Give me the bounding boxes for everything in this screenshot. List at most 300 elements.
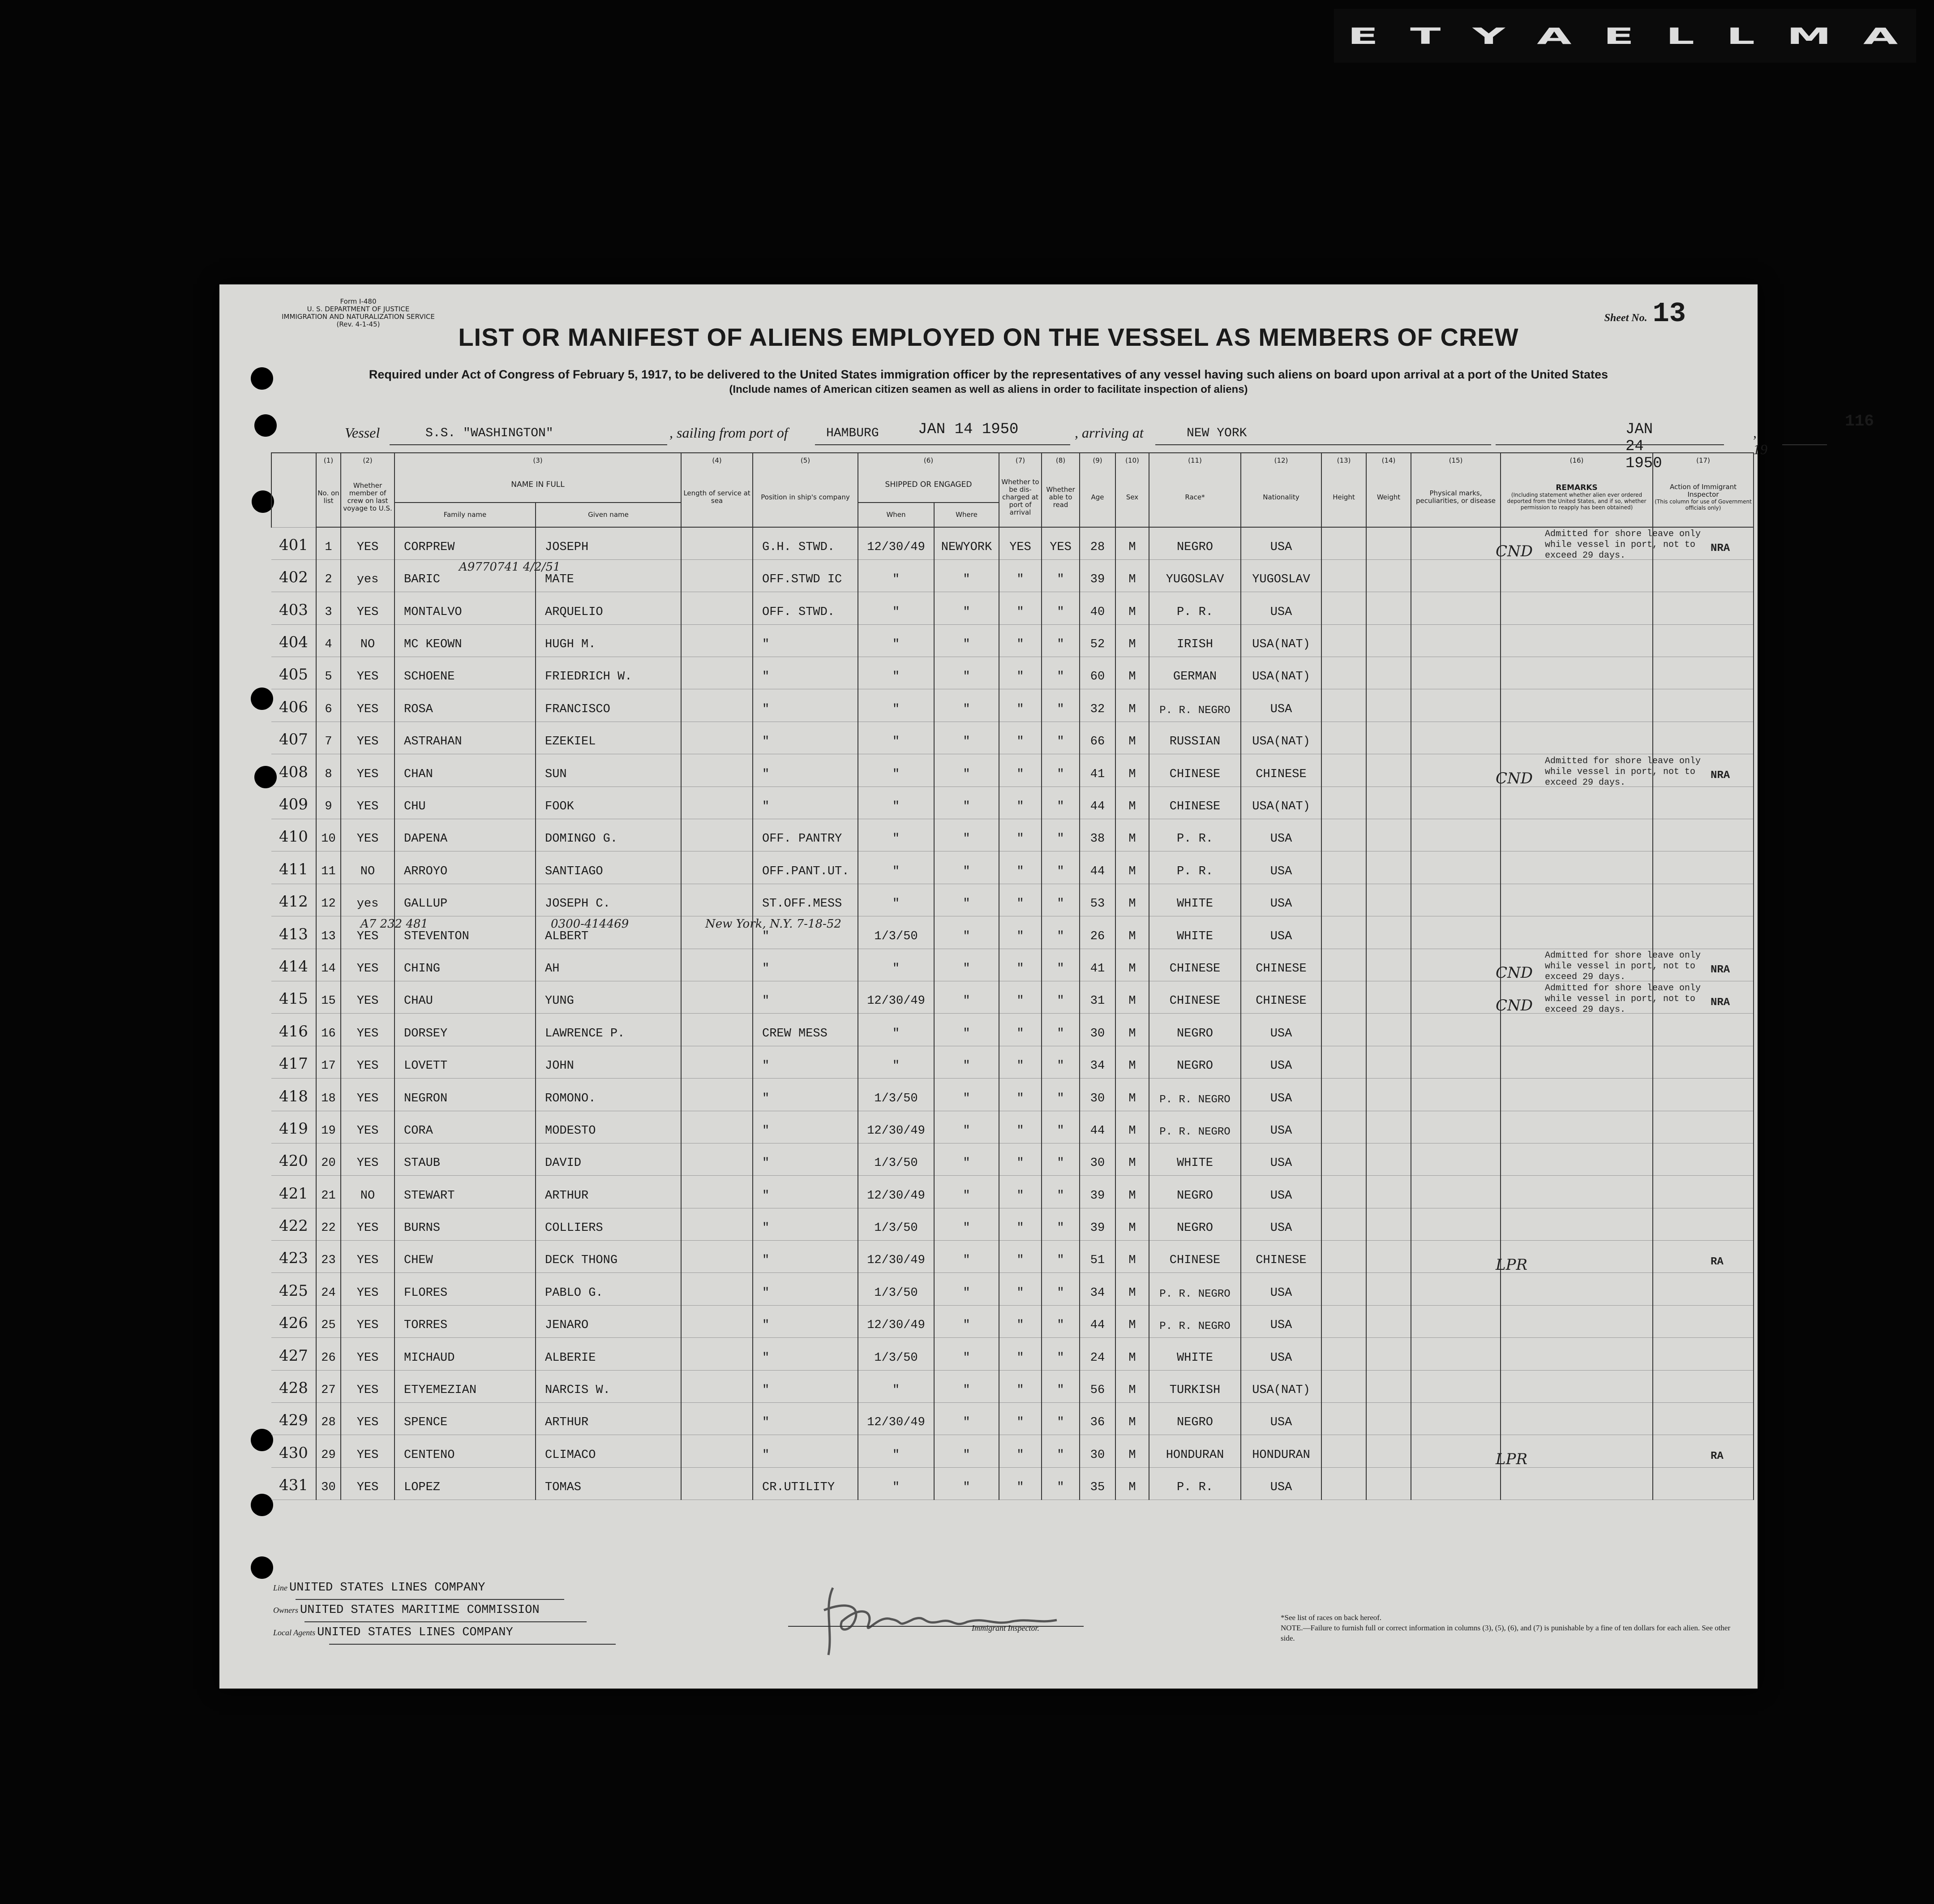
- cell-no: 29: [316, 1435, 341, 1467]
- table-row: [271, 1014, 1754, 1046]
- agents-label: Local Agents: [273, 1628, 316, 1637]
- cell-age: 24: [1080, 1338, 1115, 1370]
- cell-family: LOPEZ: [395, 1467, 536, 1500]
- cell-family: TORRES: [395, 1305, 536, 1337]
- cell-no: 23: [316, 1241, 341, 1273]
- cell-remarks: [1501, 657, 1653, 689]
- margin-ref-number: 426: [271, 1305, 316, 1337]
- cell-where: ": [934, 1435, 999, 1467]
- cell-action: [1653, 1241, 1754, 1273]
- cell-member: YES: [341, 1338, 395, 1370]
- cell-race: CHINESE: [1149, 1241, 1241, 1273]
- cell-family: MC KEOWN: [395, 624, 536, 657]
- cell-nat: USA: [1241, 851, 1321, 884]
- cell-when: 1/3/50: [858, 916, 934, 949]
- cell-no: 13: [316, 916, 341, 949]
- cell-given: SANTIAGO: [536, 851, 681, 884]
- cell-physical: [1411, 1143, 1501, 1175]
- cell-service: [681, 559, 753, 592]
- cell-family: CHAU: [395, 981, 536, 1013]
- cell-where: ": [934, 1111, 999, 1143]
- cell-physical: [1411, 916, 1501, 949]
- cell-age: 34: [1080, 1273, 1115, 1305]
- cell-disch: ": [999, 1046, 1042, 1078]
- cell-no: 7: [316, 722, 341, 754]
- table-row: [271, 1079, 1754, 1111]
- cell-nat: USA: [1241, 884, 1321, 916]
- cell-member: YES: [341, 657, 395, 689]
- action-heading: Action of Immigrant Inspector: [1669, 483, 1737, 499]
- table-row: [271, 1208, 1754, 1240]
- cell-sex: M: [1115, 1241, 1149, 1273]
- cell-age: 35: [1080, 1467, 1115, 1500]
- cell-family: NEGRON: [395, 1079, 536, 1111]
- punch-hole: [251, 1429, 273, 1451]
- margin-ref-number: 410: [271, 819, 316, 851]
- cell-when: ": [858, 754, 934, 787]
- cell-given: DECK THONG: [536, 1241, 681, 1273]
- cell-where: ": [934, 1014, 999, 1046]
- margin-ref-number: 409: [271, 787, 316, 819]
- margin-ref-number: 425: [271, 1273, 316, 1305]
- cell-race: NEGRO: [1149, 1403, 1241, 1435]
- cell-no: 20: [316, 1143, 341, 1175]
- cell-disch: ": [999, 851, 1042, 884]
- cell-position: ": [753, 1435, 858, 1467]
- col-num: (10): [1115, 453, 1149, 468]
- cell-member: YES: [341, 1046, 395, 1078]
- cell-remarks: [1501, 1111, 1653, 1143]
- cell-read: ": [1042, 787, 1080, 819]
- cell-remarks: [1501, 624, 1653, 657]
- table-row: [271, 657, 1754, 689]
- cell-member: yes: [341, 884, 395, 916]
- cell-member: YES: [341, 1241, 395, 1273]
- cell-weight: [1366, 527, 1411, 559]
- cell-disch: ": [999, 1467, 1042, 1500]
- cell-member: YES: [341, 754, 395, 787]
- margin-ref-number: 422: [271, 1208, 316, 1240]
- cell-physical: [1411, 1176, 1501, 1208]
- cell-race: P. R.: [1149, 819, 1241, 851]
- cell-service: [681, 1370, 753, 1402]
- cell-height: [1321, 916, 1366, 949]
- col-where: Where: [934, 503, 999, 527]
- cell-given: DAVID: [536, 1143, 681, 1175]
- cell-height: [1321, 527, 1366, 559]
- cell-position: ": [753, 1241, 858, 1273]
- cell-sex: M: [1115, 1305, 1149, 1337]
- cell-race: P. R.: [1149, 1467, 1241, 1500]
- cell-when: 12/30/49: [858, 1305, 934, 1337]
- cell-race: P. R. NEGRO: [1149, 1079, 1241, 1111]
- cell-read: ": [1042, 1143, 1080, 1175]
- cell-nat: USA: [1241, 1079, 1321, 1111]
- cell-height: [1321, 949, 1366, 981]
- cell-where: ": [934, 916, 999, 949]
- cell-when: ": [858, 1467, 934, 1500]
- cell-nat: HONDURAN: [1241, 1435, 1321, 1467]
- cell-height: [1321, 981, 1366, 1013]
- cell-race: NEGRO: [1149, 1208, 1241, 1240]
- cell-height: [1321, 1273, 1366, 1305]
- action-code: NRA: [1711, 769, 1730, 782]
- cell-sex: M: [1115, 1046, 1149, 1078]
- cell-action: [1653, 1338, 1754, 1370]
- line-value: UNITED STATES LINES COMPANY: [289, 1581, 485, 1595]
- cell-service: [681, 1111, 753, 1143]
- cell-age: 53: [1080, 884, 1115, 916]
- cell-read: ": [1042, 559, 1080, 592]
- cell-when: ": [858, 624, 934, 657]
- cell-no: 4: [316, 624, 341, 657]
- cell-given: COLLIERS: [536, 1208, 681, 1240]
- cell-given: ALBERT: [536, 916, 681, 949]
- cell-remarks: [1501, 1273, 1653, 1305]
- cell-remarks: [1501, 1046, 1653, 1078]
- col-given-name: Given name: [536, 503, 681, 527]
- cell-read: ": [1042, 1403, 1080, 1435]
- cell-race: IRISH: [1149, 624, 1241, 657]
- cell-action: [1653, 1111, 1754, 1143]
- film-letter: A: [1863, 22, 1903, 49]
- cell-race: CHINESE: [1149, 787, 1241, 819]
- table-row: [271, 1241, 1754, 1273]
- cell-physical: [1411, 1435, 1501, 1467]
- cell-member: YES: [341, 1208, 395, 1240]
- margin-ref-number: 417: [271, 1046, 316, 1078]
- cell-given: HUGH M.: [536, 624, 681, 657]
- table-row: [271, 624, 1754, 657]
- cell-no: 19: [316, 1111, 341, 1143]
- cell-action: [1653, 1305, 1754, 1337]
- cell-service: [681, 1305, 753, 1337]
- col-num: (8): [1042, 453, 1080, 468]
- cell-age: 38: [1080, 819, 1115, 851]
- margin-ref-number: 412: [271, 884, 316, 916]
- cell-when: 1/3/50: [858, 1338, 934, 1370]
- punch-hole: [251, 1556, 273, 1579]
- cell-action: [1653, 1435, 1754, 1467]
- cell-given: SUN: [536, 754, 681, 787]
- cell-nat: CHINESE: [1241, 981, 1321, 1013]
- shore-leave-remark: Admitted for shore leave only while vessel in port, not to exceed 29 days.: [1545, 983, 1701, 1015]
- cell-physical: [1411, 624, 1501, 657]
- cell-member: YES: [341, 527, 395, 559]
- cell-sex: M: [1115, 689, 1149, 722]
- table-row: [271, 1046, 1754, 1078]
- cell-where: ": [934, 1273, 999, 1305]
- cell-when: ": [858, 1370, 934, 1402]
- form-number: Form I-480: [340, 297, 377, 305]
- cell-disch: ": [999, 819, 1042, 851]
- cell-service: [681, 884, 753, 916]
- shore-leave-remark: Admitted for shore leave only while vessel in port, not to exceed 29 days.: [1545, 529, 1701, 561]
- cell-sex: M: [1115, 1111, 1149, 1143]
- cell-family: CORA: [395, 1111, 536, 1143]
- cell-where: ": [934, 592, 999, 624]
- cell-sex: M: [1115, 722, 1149, 754]
- cell-physical: [1411, 722, 1501, 754]
- cell-race: RUSSIAN: [1149, 722, 1241, 754]
- cell-family: ASTRAHAN: [395, 722, 536, 754]
- cell-height: [1321, 1014, 1366, 1046]
- cell-no: 16: [316, 1014, 341, 1046]
- cell-given: ARQUELIO: [536, 592, 681, 624]
- agents-field: [273, 1626, 513, 1639]
- cell-service: [681, 657, 753, 689]
- shore-leave-remark: Admitted for shore leave only while vessel in port, not to exceed 29 days.: [1545, 950, 1701, 983]
- cell-where: ": [934, 1338, 999, 1370]
- margin-ref-number: 429: [271, 1403, 316, 1435]
- cell-height: [1321, 754, 1366, 787]
- margin-ref-number: 413: [271, 916, 316, 949]
- cell-height: [1321, 1208, 1366, 1240]
- cell-where: ": [934, 981, 999, 1013]
- col-num: (17): [1653, 453, 1754, 468]
- cell-position: ": [753, 1111, 858, 1143]
- cell-family: BARIC: [395, 559, 536, 592]
- cell-nat: USA: [1241, 527, 1321, 559]
- cell-family: ETYEMEZIAN: [395, 1370, 536, 1402]
- cell-disch: ": [999, 1014, 1042, 1046]
- cell-disch: ": [999, 949, 1042, 981]
- cell-family: BURNS: [395, 1208, 536, 1240]
- cell-remarks: [1501, 1305, 1653, 1337]
- cell-action: [1653, 559, 1754, 592]
- film-letter: Y: [1472, 22, 1509, 49]
- page-title: LIST OR MANIFEST OF ALIENS EMPLOYED ON THE VESSEL AS MEMBERS OF CREW: [458, 323, 1519, 351]
- cell-when: 12/30/49: [858, 1403, 934, 1435]
- cell-disch: ": [999, 1079, 1042, 1111]
- cell-nat: YUGOSLAV: [1241, 559, 1321, 592]
- cell-age: 31: [1080, 981, 1115, 1013]
- cell-nat: USA: [1241, 1338, 1321, 1370]
- cell-physical: [1411, 851, 1501, 884]
- column-header-row: [271, 468, 1754, 503]
- cell-when: ": [858, 851, 934, 884]
- remarks-subheading: (Including statement whether alien ever ordered deported from the United States, and if so, whether permission to reapply has been obtained): [1507, 491, 1647, 511]
- table-row: [271, 1305, 1754, 1337]
- cell-remarks: [1501, 916, 1653, 949]
- cell-nat: USA: [1241, 592, 1321, 624]
- action-code: NRA: [1711, 996, 1730, 1009]
- inspector-signature: [806, 1579, 1128, 1659]
- cell-weight: [1366, 884, 1411, 916]
- cell-where: ": [934, 1403, 999, 1435]
- margin-ref-number: 427: [271, 1338, 316, 1370]
- cell-service: [681, 1435, 753, 1467]
- cell-age: 41: [1080, 949, 1115, 981]
- cell-read: ": [1042, 1338, 1080, 1370]
- cell-remarks: [1501, 1208, 1653, 1240]
- cell-given: ROMONO.: [536, 1079, 681, 1111]
- cell-family: CHEW: [395, 1241, 536, 1273]
- cell-where: ": [934, 1208, 999, 1240]
- cell-when: ": [858, 819, 934, 851]
- cell-position: ": [753, 1046, 858, 1078]
- cell-service: [681, 1403, 753, 1435]
- cell-where: ": [934, 1467, 999, 1500]
- cell-where: ": [934, 1241, 999, 1273]
- cell-height: [1321, 819, 1366, 851]
- cell-member: YES: [341, 689, 395, 722]
- cell-remarks: [1501, 1467, 1653, 1500]
- cell-nat: USA(NAT): [1241, 657, 1321, 689]
- cell-when: 1/3/50: [858, 1273, 934, 1305]
- cell-disch: ": [999, 689, 1042, 722]
- cell-nat: USA: [1241, 916, 1321, 949]
- table-row: [271, 722, 1754, 754]
- handwritten-annotation: 0300-414469: [551, 917, 629, 931]
- cell-disch: ": [999, 981, 1042, 1013]
- cell-no: 30: [316, 1467, 341, 1500]
- cell-height: [1321, 1305, 1366, 1337]
- col-num: (5): [753, 453, 858, 468]
- margin-ref-number: 402: [271, 559, 316, 592]
- cell-where: ": [934, 1143, 999, 1175]
- cell-when: ": [858, 787, 934, 819]
- cell-disch: ": [999, 657, 1042, 689]
- cell-when: ": [858, 1435, 934, 1467]
- cell-family: STAUB: [395, 1143, 536, 1175]
- cell-nat: USA: [1241, 1467, 1321, 1500]
- cell-physical: [1411, 1273, 1501, 1305]
- cell-member: YES: [341, 1305, 395, 1337]
- col-member-last-voyage: Whether member of crew on last voyage to U.S.: [341, 468, 395, 527]
- col-num: (6): [858, 453, 999, 468]
- cell-race: P. R. NEGRO: [1149, 1305, 1241, 1337]
- cell-member: YES: [341, 819, 395, 851]
- cell-position: ": [753, 1143, 858, 1175]
- cell-given: YUNG: [536, 981, 681, 1013]
- cell-age: 44: [1080, 1111, 1115, 1143]
- cell-nat: USA: [1241, 1014, 1321, 1046]
- cell-when: ": [858, 559, 934, 592]
- cell-disch: ": [999, 1338, 1042, 1370]
- cell-weight: [1366, 1079, 1411, 1111]
- cell-no: 24: [316, 1273, 341, 1305]
- cell-weight: [1366, 981, 1411, 1013]
- cell-weight: [1366, 1014, 1411, 1046]
- cell-read: ": [1042, 1273, 1080, 1305]
- cell-action: [1653, 916, 1754, 949]
- table-row: [271, 1111, 1754, 1143]
- cell-read: ": [1042, 1435, 1080, 1467]
- cell-member: YES: [341, 1435, 395, 1467]
- cell-position: G.H. STWD.: [753, 527, 858, 559]
- cell-age: 44: [1080, 1305, 1115, 1337]
- cell-given: MATE: [536, 559, 681, 592]
- cell-position: ST.OFF.MESS: [753, 884, 858, 916]
- cell-weight: [1366, 1273, 1411, 1305]
- cell-family: CHING: [395, 949, 536, 981]
- cell-family: ROSA: [395, 689, 536, 722]
- cell-no: 8: [316, 754, 341, 787]
- cell-height: [1321, 592, 1366, 624]
- cell-member: YES: [341, 949, 395, 981]
- cell-given: FRANCISCO: [536, 689, 681, 722]
- cell-sex: M: [1115, 527, 1149, 559]
- handwritten-annotation: A7 232 481: [360, 917, 429, 931]
- cell-read: ": [1042, 1079, 1080, 1111]
- cell-physical: [1411, 981, 1501, 1013]
- cell-when: 12/30/49: [858, 981, 934, 1013]
- cell-remarks: [1501, 819, 1653, 851]
- cell-position: ": [753, 624, 858, 657]
- owners-value: UNITED STATES MARITIME COMMISSION: [300, 1603, 540, 1617]
- cell-member: YES: [341, 1143, 395, 1175]
- line-field: [273, 1581, 485, 1595]
- cell-action: [1653, 819, 1754, 851]
- cell-member: YES: [341, 1079, 395, 1111]
- cell-race: YUGOSLAV: [1149, 559, 1241, 592]
- cell-sex: M: [1115, 1014, 1149, 1046]
- arrival-date: JAN 24 1950: [1625, 421, 1662, 472]
- cell-sex: M: [1115, 1403, 1149, 1435]
- cell-read: ": [1042, 981, 1080, 1013]
- margin-header: [271, 453, 316, 527]
- cell-age: 56: [1080, 1370, 1115, 1402]
- col-weight: Weight: [1366, 468, 1411, 527]
- cell-family: MONTALVO: [395, 592, 536, 624]
- cell-position: ": [753, 1338, 858, 1370]
- cell-where: ": [934, 819, 999, 851]
- cell-height: [1321, 1403, 1366, 1435]
- col-num: (1): [316, 453, 341, 468]
- col-inspector-action: [1653, 468, 1754, 527]
- cell-race: P. R. NEGRO: [1149, 1111, 1241, 1143]
- cell-age: 30: [1080, 1435, 1115, 1467]
- cell-sex: M: [1115, 1370, 1149, 1402]
- cell-weight: [1366, 1305, 1411, 1337]
- cell-where: ": [934, 1079, 999, 1111]
- cell-action: [1653, 1208, 1754, 1240]
- cell-sex: M: [1115, 851, 1149, 884]
- cell-nat: USA: [1241, 1305, 1321, 1337]
- cell-race: P. R. NEGRO: [1149, 689, 1241, 722]
- cell-nat: USA: [1241, 1208, 1321, 1240]
- cell-age: 39: [1080, 1176, 1115, 1208]
- cell-action: [1653, 592, 1754, 624]
- cell-nat: USA(NAT): [1241, 624, 1321, 657]
- cell-race: P. R. NEGRO: [1149, 1273, 1241, 1305]
- margin-ref-number: 406: [271, 689, 316, 722]
- cell-height: [1321, 1079, 1366, 1111]
- cell-physical: [1411, 884, 1501, 916]
- col-shipped-engaged: SHIPPED OR ENGAGED: [858, 468, 999, 503]
- cell-no: 6: [316, 689, 341, 722]
- cell-weight: [1366, 1208, 1411, 1240]
- cell-family: CENTENO: [395, 1435, 536, 1467]
- cell-position: ": [753, 787, 858, 819]
- cell-physical: [1411, 1403, 1501, 1435]
- cell-given: JOHN: [536, 1046, 681, 1078]
- inspector-stamp: CND: [1496, 964, 1533, 982]
- cell-nat: USA(NAT): [1241, 787, 1321, 819]
- cell-when: ": [858, 722, 934, 754]
- cell-weight: [1366, 689, 1411, 722]
- sailing-label: , sailing from port of: [669, 425, 788, 441]
- table-row: [271, 592, 1754, 624]
- margin-ref-number: 416: [271, 1014, 316, 1046]
- cell-nat: USA: [1241, 1273, 1321, 1305]
- cell-no: 22: [316, 1208, 341, 1240]
- cell-nat: USA(NAT): [1241, 1370, 1321, 1402]
- inspector-stamp: CND: [1496, 769, 1533, 787]
- cell-remarks: [1501, 787, 1653, 819]
- cell-where: ": [934, 1305, 999, 1337]
